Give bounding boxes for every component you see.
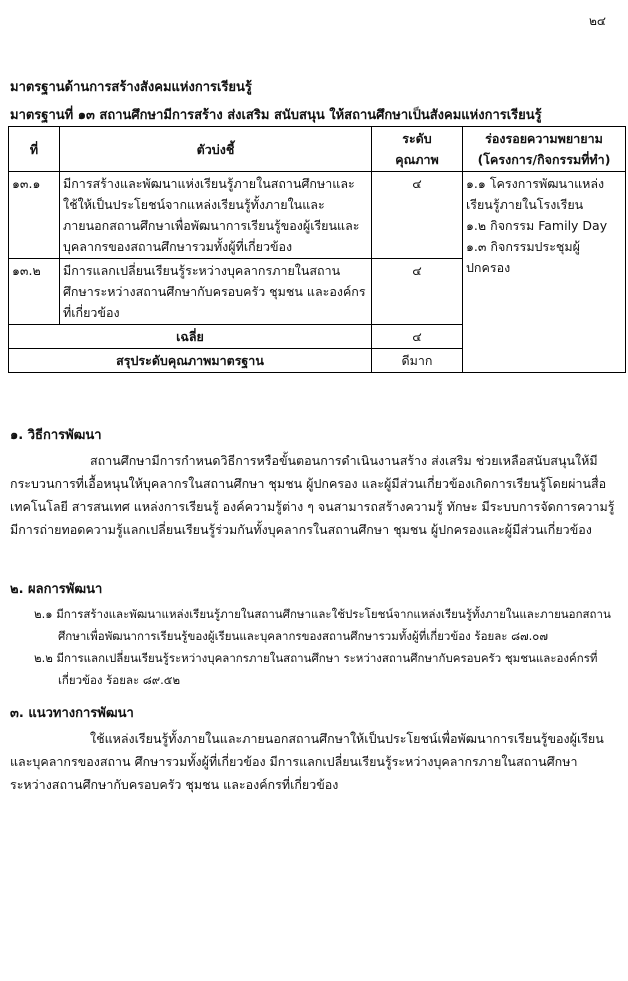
standard-title: มาตรฐานที่ ๑๓ สถานศึกษามีการสร้าง ส่งเสริม สนับสนุน ให้สถานศึกษาเป็นสังคมแห่งการเรียนรู้ (10, 108, 542, 123)
trace-item: ๑.๑ โครงการพัฒนาแหล่งเรียนรู้ภายในโรงเรียน (466, 176, 605, 212)
row-no: ๑๓.๑ (9, 172, 60, 259)
header-no: ที่ (9, 127, 60, 172)
table-row (9, 172, 626, 259)
row-no: ๑๓.๒ (9, 259, 60, 325)
row-level: ๔ (372, 259, 463, 325)
result-item: ๒.๒ มีการแลกเปลี่ยนเรียนรู้ระหว่างบุคลากรภายในสถานศึกษา ระหว่างสถานศึกษากับครอบครัว ชุมชนและองค์กรที่เกี่ยวข้อง ร้อยละ ๘๙.๕๒ (34, 651, 598, 687)
section-method-title: ๑. วิธีการพัฒนา (10, 428, 102, 443)
header-level-line2: คุณภาพ (395, 152, 439, 167)
average-label: เฉลี่ย (9, 325, 372, 349)
header-trace-line1: ร่องรอยความพยายาม (485, 131, 603, 146)
standard-table (8, 126, 626, 373)
row-indicator: มีการแลกเปลี่ยนเรียนรู้ระหว่างบุคลากรภายในสถานศึกษาระหว่างสถานศึกษากับครอบครัว ชุมชน และองค์กรที่เกี่ยวข้อง (60, 259, 372, 325)
section-method (10, 424, 616, 541)
trace-item: ๑.๓ กิจกรรมประชุมผู้ปกครอง (466, 239, 580, 275)
section-results-title: ๒. ผลการพัฒนา (10, 582, 103, 597)
header-trace (463, 127, 626, 172)
summary-label: สรุประดับคุณภาพมาตรฐาน (9, 349, 372, 373)
main-title: มาตรฐานด้านการสร้างสังคมแห่งการเรียนรู้ (10, 80, 252, 95)
section-method-body: สถานศึกษามีการกำหนดวิธีการหรือขั้นตอนการดำเนินงานสร้าง ส่งเสริม ช่วยเหลือสนับสนุนให้มีกระบวนการที่เอื้อหนุนให้บุคลากรในสถานศึกษา ชุมชน ผู้ปกครอง และผู้มีส่วนเกี่ยวข้องเกิดการเรียนรู้โดยผ่านสื่อเทคโนโลยี สารสนเทศ แหล่งการเรียนรู้ องค์ความรู้ต่าง ๆ จนสามารถสร้างความรู้ ทักษะ มีระบบการจัดการความรู้ มีการถ่ายทอดความรู้แลกเปลี่ยนเรียนรู้ร่วมกันทั้งบุคลากรในสถานศึกษา ชุมชน ผู้ปกครองและผู้มีส่วนเกี่ยวข้อง (10, 453, 615, 537)
table-header-row (9, 127, 626, 172)
summary-value: ดีมาก (372, 349, 463, 373)
header-trace-line2: (โครงการ/กิจกรรมที่ทำ) (477, 152, 611, 167)
row-indicator: มีการสร้างและพัฒนาแห่งเรียนรู้ภายในสถานศึกษาและใช้ให้เป็นประโยชน์จากแหล่งเรียนรู้ทั้งภายในและภายนอกสถานศึกษาเพื่อพัฒนาการเรียนรู้ของผู้เรียนและบุคลากรของสถานศึกษารวมทั้งผู้ที่เกี่ยวข้อง (60, 172, 372, 259)
section-results (10, 578, 616, 691)
header-level-line1: ระดับ (402, 131, 432, 146)
result-item: ๒.๑ มีการสร้างและพัฒนาแหล่งเรียนรู้ภายในสถานศึกษาและใช้ประโยชน์จากแหล่งเรียนรู้ทั้งภายในและภายนอกสถานศึกษาเพื่อพัฒนาการเรียนรู้ของผู้เรียนและบุคลากรของสถานศึกษารวมทั้งผู้ที่เกี่ยวข้อง ร้อยละ ๘๗.๐๗ (34, 607, 611, 643)
average-value: ๔ (372, 325, 463, 349)
page-number: ๒๔ (589, 14, 606, 28)
trace-item: ๑.๒ กิจกรรม Family Day (466, 218, 608, 233)
section-guideline (10, 702, 616, 796)
row-level: ๔ (372, 172, 463, 259)
header-indicator: ตัวบ่งชี้ (60, 127, 372, 172)
section-guideline-body: ใช้แหล่งเรียนรู้ทั้งภายในและภายนอกสถานศึกษาให้เป็นประโยชน์เพื่อพัฒนาการเรียนรู้ของผู้เรียนและบุคลากรของสถาน ศึกษารวมทั้งผู้ที่เกี่ยวข้อง มีการแลกเปลี่ยนเรียนรู้ระหว่างบุคลากรภายในสถานศึกษาระหว่างสถานศึกษากับครอบครัว ชุมชน และองค์กรที่เกี่ยวข้อง (10, 731, 604, 792)
trace-cell (463, 172, 626, 373)
header-level (372, 127, 463, 172)
section-guideline-title: ๓. แนวทางการพัฒนา (10, 706, 134, 721)
